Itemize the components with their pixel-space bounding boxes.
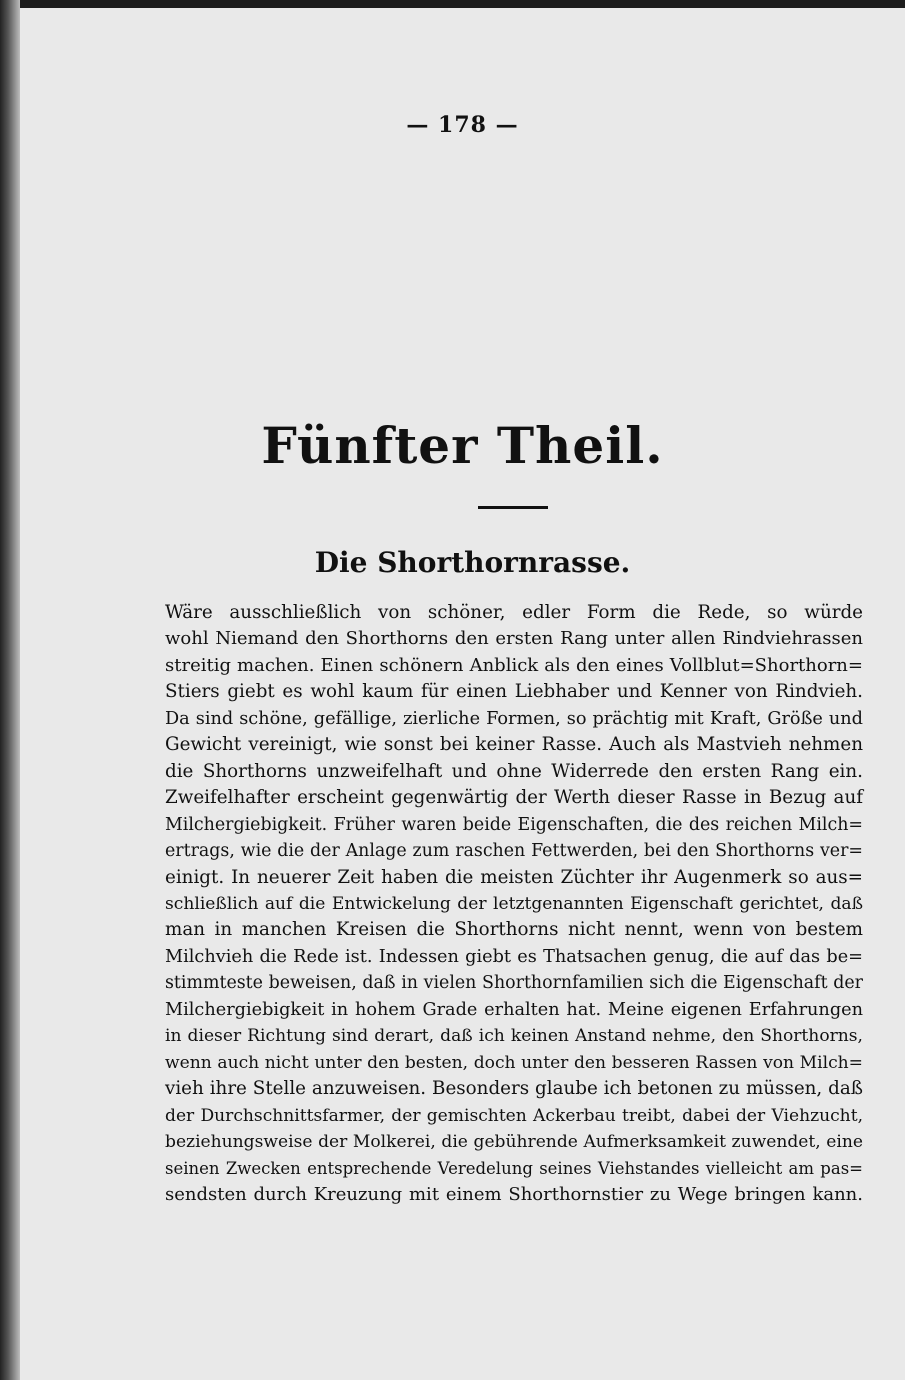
text-line: die Shorthorns unzweifelhaft und ohne Widerrede den ersten Rang ein. <box>165 760 863 782</box>
book-gutter <box>0 0 20 1380</box>
text-line: schließlich auf die Entwickelung der letztgenannten Eigenschaft gerichtet, daß <box>165 893 863 914</box>
text-line: in dieser Richtung sind derart, daß ich keinen Anstand nehme, den Shorthorns, <box>165 1026 863 1047</box>
text-line: Milchvieh die Rede ist. Indessen giebt es Thatsachen genug, die auf das be= <box>165 946 863 967</box>
text-line: seinen Zwecken entsprechende Veredelung seines Viehstandes vielleicht am pas= <box>165 1158 863 1178</box>
text-line: Milchergiebigkeit in hohem Grade erhalten hat. Meine eigenen Erfahrungen <box>165 999 863 1020</box>
part-title: Fünfter Theil. <box>261 416 664 475</box>
text-line: Wäre ausschließlich von schöner, edler Form die Rede, so würde <box>165 602 863 623</box>
text-line: sendsten durch Kreuzung mit einem Shorthornstier zu Wege bringen kann. <box>165 1183 863 1205</box>
text-line: Da sind schöne, gefällige, zierliche Formen, so prächtig mit Kraft, Größe und <box>165 708 863 729</box>
text-line: stimmteste beweisen, daß in vielen Shorthornfamilien sich die Eigenschaft der <box>165 973 863 994</box>
text-line: Stiers giebt es wohl kaum für einen Liebhaber und Kenner von Rindvieh. <box>165 681 863 703</box>
text-line: Gewicht vereinigt, wie sonst bei keiner Rasse. Auch als Mastvieh nehmen <box>165 734 863 756</box>
text-line: Milchergiebigkeit. Früher waren beide Eigenschaften, die des reichen Milch= <box>165 814 863 835</box>
body-text <box>165 600 863 1208</box>
text-line: vieh ihre Stelle anzuweisen. Besonders glaube ich betonen zu müssen, daß <box>165 1078 863 1100</box>
title-rule <box>478 506 548 509</box>
page-number: — 178 — <box>406 112 519 138</box>
book-page <box>20 8 905 1380</box>
section-title: Die Shorthornrasse. <box>314 546 631 579</box>
text-line: man in manchen Kreisen die Shorthorns nicht nennt, wenn von bestem <box>165 919 863 941</box>
text-line: wohl Niemand den Shorthorns den ersten Rang unter allen Rindviehrassen <box>165 628 863 650</box>
text-line: wenn auch nicht unter den besten, doch unter den besseren Rassen von Milch= <box>165 1052 863 1073</box>
text-line: der Durchschnittsfarmer, der gemischten Ackerbau treibt, dabei der Viehzucht, <box>165 1105 863 1126</box>
text-line: Zweifelhafter erscheint gegenwärtig der Werth dieser Rasse in Bezug auf <box>165 787 863 809</box>
text-line: beziehungsweise der Molkerei, die gebührende Aufmerksamkeit zuwendet, eine <box>165 1132 863 1153</box>
text-line: streitig machen. Einen schönern Anblick als den eines Vollblut=Shorthorn= <box>165 654 863 676</box>
text-line: einigt. In neuerer Zeit haben die meisten Züchter ihr Augenmerk so aus= <box>165 866 863 888</box>
text-line: ertrags, wie die der Anlage zum raschen Fettwerden, bei den Shorthorns ver= <box>165 841 863 862</box>
